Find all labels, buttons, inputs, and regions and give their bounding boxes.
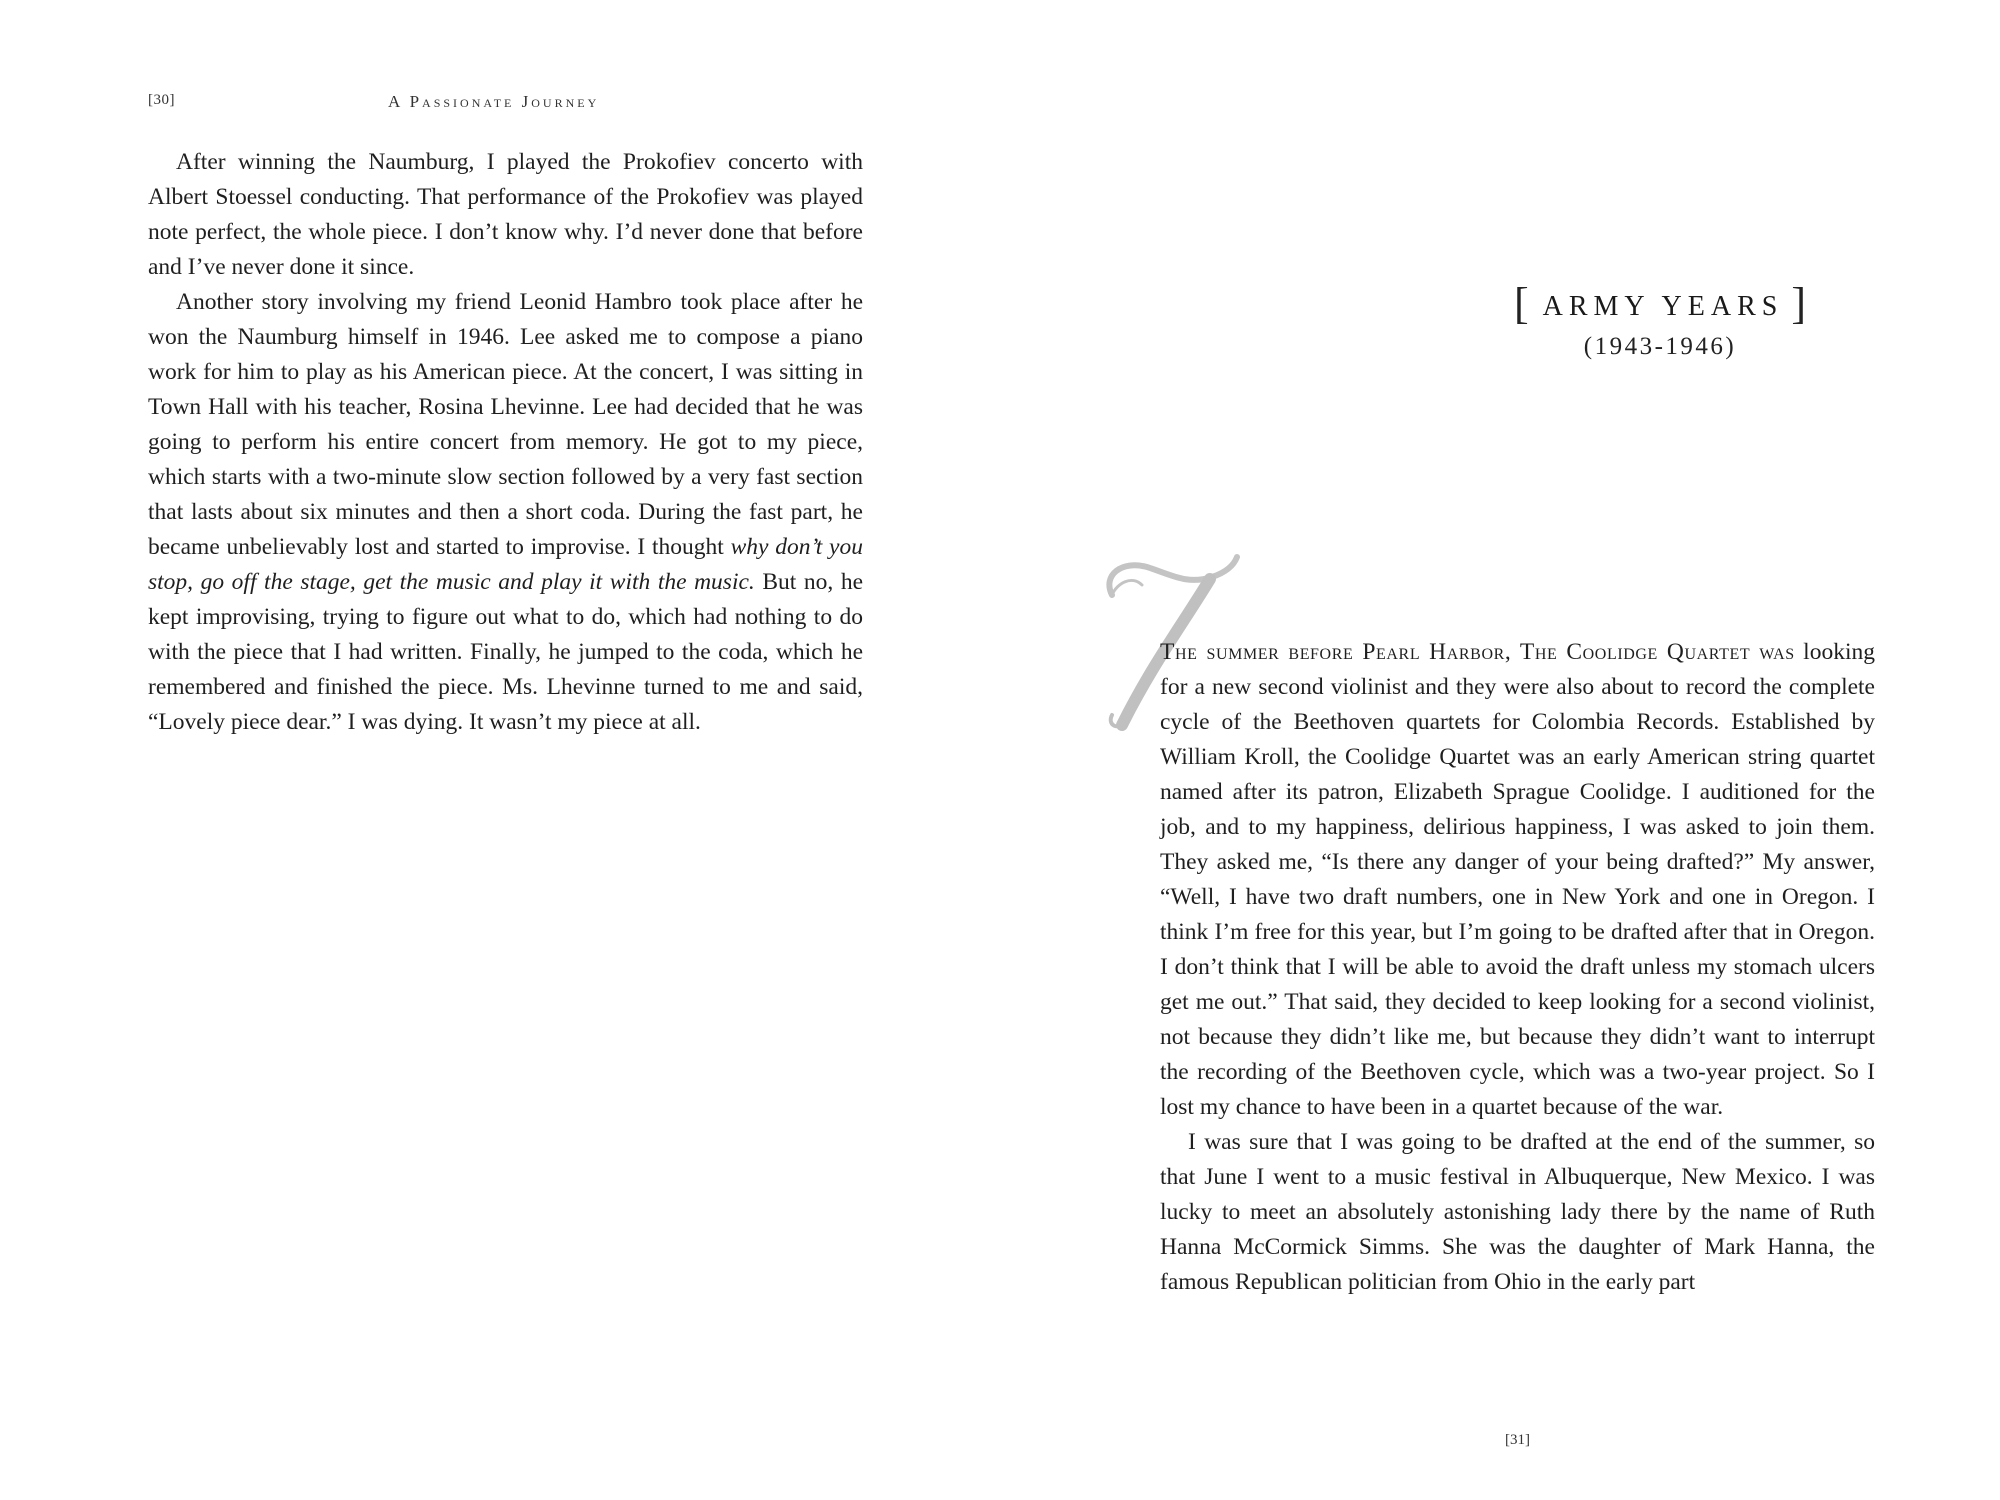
chapter-title (1514, 278, 1806, 329)
paragraph (1160, 635, 1875, 1125)
chapter-header (1370, 278, 1950, 361)
smallcaps-lead: he summer before Pearl Harbor, The Coolidge Quartet was (1174, 639, 1795, 665)
chapter-title-text: ARMY YEARS (1542, 291, 1784, 322)
text-segment: After winning the Naumburg, I played the Prokofiev concerto with Albert Stoessel conducting. That performance of the Prokofiev was played note perfect, the whole piece. I don’t know why. I’d never done that before and I’ve never done it since. (148, 149, 863, 280)
text-segment: But no, he kept improvising, trying to figure out what to do, which had nothing to do with the piece that I had written. Finally, he jumped to the coda, which he remembered and finished the piece. Ms. Lhevinne turned to me and said, “Lovely piece dear.” I was dying. It wasn’t my piece at all. (148, 569, 863, 735)
bracket-open: [ (1513, 279, 1529, 328)
paragraph: I was sure that I was going to be drafted at the end of the summer, so that June I went to a music festival in Albuquerque, New Mexico. I was lucky to meet an absolutely astonishing lady there by the name of Ruth Hanna McCormick Simms. She was the daughter of Mark Hanna, the famous Republican politician from Ohio in the early part (1160, 1129, 1875, 1295)
right-page (1000, 0, 2000, 1500)
running-title: A Passionate Journey (388, 92, 600, 111)
paragraph (148, 145, 863, 285)
drop-cap-letter: T (1160, 639, 1175, 665)
chapter-dates: (1943-1946) (1583, 333, 1737, 360)
text-segment: Another story involving my friend Leonid Hambro took place after he won the Naumburg himself in 1946. Lee asked me to compose a piano work for him to play as his American piece. At the concert, I was sitting in Town Hall with his teacher, Rosina Lhevinne. Lee had decided that he was going to perform his entire concert from memory. He got to my piece, which starts with a two-minute slow section followed by a very fast section that lasts about six minutes and then a short coda. During the fast part, he became unbelievably lost and started to improvise. I thought (148, 289, 863, 560)
right-body-text (1160, 635, 1875, 1300)
page-number-right-wrap (1000, 1432, 2000, 1449)
left-body-text (148, 145, 863, 740)
page-number-right: [31] (1505, 1432, 1530, 1448)
page-number-left: [30] (148, 92, 175, 108)
italic-text-segment: why don’t you stop, go off the stage, get the music and play it with the music. (148, 534, 863, 595)
text-segment: looking for a new second violinist and they were also about to record the complete cycle of the Beethoven quartets for Colombia Records. Established by William Kroll, the Coolidge Quartet was an early American string quartet named after its patron, Elizabeth Sprague Coolidge. I auditioned for the job, and to my happiness, delirious happiness, I was asked to join them. They asked me, “Is there any danger of your being drafted?” My answer, “Well, I have two draft numbers, one in New York and one in Oregon. I think I’m free for this year, but I’m going to be drafted after that in Oregon. I don’t think that I will be able to avoid the draft unless my stomach ulcers get me out.” That said, they decided to keep looking for a second violinist, not because they didn’t like me, but because they didn’t want to interrupt the recording of the Beethoven cycle, which was a two-year project. So I lost my chance to have been in a quartet because of the war. (1160, 639, 1875, 1120)
bracket-close: ] (1791, 279, 1807, 328)
paragraph (148, 285, 863, 740)
